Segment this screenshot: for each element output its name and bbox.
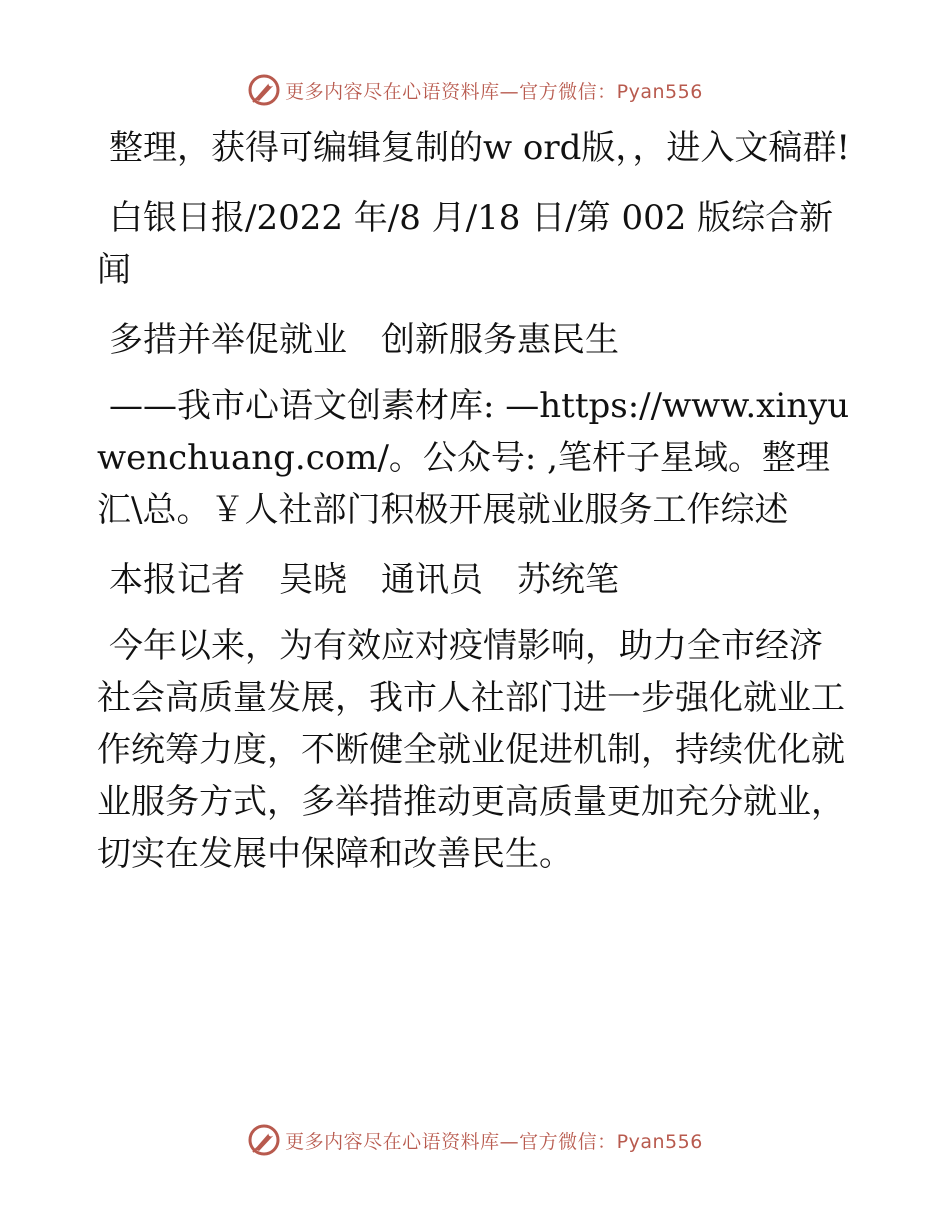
pen-seal-icon bbox=[247, 1123, 281, 1157]
header-watermark-banner bbox=[0, 70, 950, 110]
banner-main-text: 更多内容尽在心语资料库 bbox=[285, 80, 500, 103]
intro-paragraph: 整理，获得可编辑复制的w ord版，，进入文稿群! bbox=[109, 128, 851, 168]
banner-separator: — bbox=[499, 80, 520, 103]
newspaper-source-line: 白银日报/2022 年/8 月/18 日/第 002 版综合新闻 bbox=[97, 198, 834, 290]
article-headline: 多措并举促就业 创新服务惠民生 bbox=[109, 320, 619, 360]
banner-separator: — bbox=[499, 1130, 520, 1153]
article-subheadline: ——我市心语文创素材库: —https://www.xinyuwenchuang.com/。公众号: ,笔杆子星域。整理汇\总。￥人社部门积极开展就业服务工作综述 bbox=[97, 386, 850, 530]
document-body bbox=[97, 122, 853, 898]
article-body-paragraph: 今年以来，为有效应对疫情影响，助力全市经济社会高质量发展，我市人社部门进一步强化就业工作统筹力度，不断健全就业促进机制，持续优化就业服务方式，多举措推动更高质量更加充分就业，切实在发展中保障和改善民生。 bbox=[97, 626, 845, 874]
banner-main-text: 更多内容尽在心语资料库 bbox=[285, 1130, 500, 1153]
pen-seal-icon bbox=[247, 73, 281, 107]
banner-text bbox=[285, 1127, 703, 1154]
footer-watermark-banner bbox=[0, 1120, 950, 1160]
article-byline: 本报记者 吴晓 通讯员 苏统笔 bbox=[109, 560, 619, 600]
banner-wechat-text: 官方微信：Pyan556 bbox=[519, 80, 703, 103]
banner-text bbox=[285, 77, 703, 104]
banner-wechat-text: 官方微信：Pyan556 bbox=[519, 1130, 703, 1153]
